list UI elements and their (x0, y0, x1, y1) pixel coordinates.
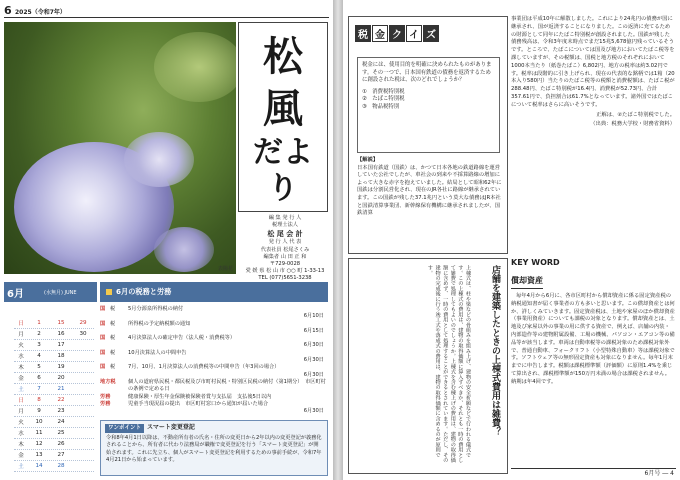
publisher-line: 発 行 人 代 表 (268, 239, 302, 246)
page-number: 6 (4, 4, 12, 17)
calendar-day: 20 (57, 375, 65, 381)
duty-date: 6月30日 (303, 371, 324, 378)
calendar-weekday: 火 (18, 343, 24, 349)
duty-item (100, 364, 328, 379)
quiz-continued (511, 16, 675, 254)
onepoint-box (100, 420, 328, 476)
calendar-month-english: (水無月) JUNE (44, 290, 77, 296)
quiz-title-char: イ (406, 25, 422, 42)
quiz-explanation (357, 157, 505, 218)
duty-tag: 国 (100, 320, 106, 327)
hydrangea-bloom-small (154, 227, 214, 272)
calendar-day: 29 (79, 320, 87, 326)
masthead-title (247, 31, 319, 207)
publisher-line: 〒729-0028 (269, 261, 301, 268)
duty-category: 税 (110, 364, 116, 371)
quiz-title (355, 25, 440, 45)
calendar-row (14, 318, 94, 329)
vertical-article-body: 上棟式は、柱や梁などの骨組みを組み上げ、建物の安全祈願などで行われる儀式です。この上棟式の費用は、建物の取得価額に算入すべきか、それとも一時の費用として雑費で処理してもよいのでしょうか。上棟式を含む棟上げの費用は、建物の取得価額に含めず、一時の費用として処理することができるとされています。ただし、その建物の完成後に行う竣工式や落成式の費用は、建物の取得価額に含めるのが原則です。 (427, 265, 471, 463)
duty-date: 6月10日 (303, 313, 324, 320)
calendar-day: 22 (57, 397, 65, 403)
calendar-day: 6 (37, 375, 41, 381)
duty-text: 7月、10月、1月決算法人の消費税等の中間申告（年3回の場合） (128, 364, 280, 371)
duty-date: 6月15日 (303, 327, 324, 334)
calendar-day: 27 (57, 452, 65, 458)
calendar-day: 25 (57, 430, 65, 436)
calendar-day: 3 (37, 342, 41, 348)
duty-item (100, 394, 328, 401)
calendar-row (14, 373, 94, 384)
duty-category: 税 (110, 349, 116, 356)
hydrangea-photo (4, 22, 236, 274)
calendar-day: 15 (57, 320, 65, 326)
hydrangea-bloom-top (124, 132, 194, 187)
quiz-option: ① 消費税特別税 (362, 88, 405, 95)
calendar-day: 13 (35, 452, 43, 458)
quiz-title-char: 金 (372, 25, 388, 42)
duty-text: 5月分源泉所得税の納付 (128, 306, 184, 312)
duty-date: 6月30日 (303, 357, 324, 364)
calendar-row (14, 417, 94, 428)
duty-item (100, 306, 328, 321)
calendar-weekday: 日 (18, 398, 24, 404)
calendar-row (14, 439, 94, 450)
duty-text: 4月決算法人の確定申告（法人税・消費税等） (128, 335, 236, 342)
calendar-weekday: 日 (18, 321, 24, 327)
calendar-day: 17 (57, 342, 65, 348)
publisher-line: TEL (077)5651-3238 (258, 275, 312, 282)
calendar-day: 2 (37, 331, 41, 337)
calendar-day: 12 (35, 441, 43, 447)
calendar-weekday: 月 (18, 332, 24, 338)
header-rule (4, 17, 329, 18)
publisher-line: 編集者 山 田 正 和 (263, 253, 307, 260)
calendar-day: 18 (57, 353, 65, 359)
calendar-day: 9 (37, 408, 41, 414)
duty-tag: 国 (100, 306, 106, 312)
duty-category: 税 (110, 320, 116, 327)
duty-text: 健康保険・厚生年金保険被保険者賞与支払届 支払後5日以内 (128, 393, 272, 400)
calendar-day: 5 (37, 364, 41, 370)
duty-item (100, 350, 328, 365)
calendar-grid (14, 318, 94, 472)
quiz-source: （出典：税務大学校・財務省資料） (590, 121, 675, 128)
duty-tag: 地方税 (100, 378, 116, 385)
calendar-day: 30 (79, 331, 87, 337)
duty-category: 税 (110, 335, 116, 342)
duty-text: 個人の道府県民税・都民税及び市町村民税・特別区民税の納付（第1期分） 市区町村の条例で定める日 (128, 378, 326, 393)
quiz-option: ② たばこ特別税 (362, 96, 405, 103)
publisher-line: 代表社員 松尾さくみ (260, 246, 310, 253)
masthead-char-3: だより (253, 135, 313, 206)
duty-tag: 国 (100, 335, 106, 342)
calendar-day: 14 (35, 463, 43, 469)
photo-bokeh (154, 32, 236, 102)
calendar-header (4, 282, 97, 302)
calendar-row (14, 329, 94, 340)
keyword-title: 償却資産 (511, 276, 543, 289)
duty-date: 6月30日 (303, 408, 324, 415)
calendar-month: 6月 (7, 289, 24, 300)
calendar-row (14, 340, 94, 351)
duties-heading: 6月の税務と労務 (100, 282, 328, 302)
onepoint-title: スマート変更登記 (147, 424, 195, 431)
page-year: 2025（令和7年） (15, 9, 66, 16)
photo-caption: 表陽花 (217, 266, 233, 272)
keyword-heading: KEY WORD (511, 258, 560, 267)
quiz-option: ③ 物品税特別 (362, 103, 400, 110)
calendar-weekday: 金 (18, 453, 24, 459)
calendar-day: 8 (37, 397, 41, 403)
vertical-article-title: 店舗を建築したときの上棟式費用は雑費？ (490, 265, 500, 436)
calendar-weekday: 月 (18, 409, 24, 415)
calendar-row (14, 362, 94, 373)
quiz-question-box (357, 57, 500, 153)
calendar-day: 26 (57, 441, 65, 447)
calendar-weekday: 水 (18, 431, 24, 437)
duty-text: 児童手当現況届の提出 市区町村窓口から通知が届いた場合 (128, 400, 269, 407)
quiz-explanation-label: 【解説】 (357, 157, 379, 163)
publisher-name: 松 尾 会 計 (267, 230, 303, 239)
calendar-day: 1 (37, 320, 41, 326)
onepoint-body: 令和8年4月1日以降は、不動産所有者の氏名・住所の変更日から2年以内の変更登記が義務化されることから、所有者に代わり法務局が職権で変更登記を行う「スマート変更登記」が開始されます。これに先立ち、個人がスマート変更登記を利用するための事前手続が、令和7年4月21日から始まっています。 (106, 435, 322, 464)
calendar-weekday: 水 (18, 354, 24, 360)
duty-item (100, 335, 328, 350)
masthead (238, 22, 328, 212)
calendar-row (14, 395, 94, 406)
calendar-row (14, 384, 94, 395)
quiz-question: 税金には、使用目的を明確に決められたものがあります。その一つで、日本国有鉄道の債務を返済するために創設された税は、次のどれでしょうか？ (362, 62, 492, 84)
quiz-title-char: ク (389, 25, 405, 42)
calendar-row (14, 450, 94, 461)
calendar-day: 28 (57, 463, 65, 469)
calendar-weekday: 木 (18, 442, 24, 448)
left-page (0, 0, 333, 480)
calendar-day: 21 (57, 386, 65, 392)
vertical-article (348, 258, 508, 474)
publisher-line: 愛 媛 県 松 山 市 ○○ 町 1-33-13 (245, 268, 325, 275)
calendar-day: 24 (57, 419, 65, 425)
publisher-line: 税理士法人 (272, 222, 298, 229)
duty-tag: 国 (100, 349, 106, 356)
calendar-weekday: 土 (18, 464, 24, 470)
quiz-title-char: 税 (355, 25, 371, 42)
quiz-title-char: ズ (423, 25, 439, 42)
calendar-row (14, 351, 94, 362)
onepoint-badge: ワンポイント (105, 424, 144, 433)
masthead-char-1: 松 (263, 33, 303, 80)
keyword-body: 毎年4月から6月に、各市区町村から償却資産に係る固定資産税の納税通知書が届く事業者の方も多いと思います。この償却資産とは何か、詳しくみていきます。固定資産税は、土地や家屋のほか償却資産（事業用資産）についても課税の対象となります。償却資産とは、土地及び家屋以外の事業の用に供する資産で、例えば、店舗の内装・内部造作等の建物附属設備、工場の機械、パソコン・エアコン等の備品等が該当します。車両は自動車税等の課税対象のため課税対象外で、普通自動車、フォークリフト（小型特殊自動車）等は課税対象です。ソフトウェア等の無形固定資産も対象になりません。毎年1月末までに申告します。税額は課税標準額（評価額）に原則1.4%を乗じて算出され、課税標準額が150万円未満の場合は課税されません。納期は年4回です。 (511, 293, 675, 385)
calendar-row (14, 406, 94, 417)
calendar-weekday: 金 (18, 376, 24, 382)
duty-category: 税 (110, 306, 116, 312)
calendar-day: 10 (35, 419, 43, 425)
duty-date: 6月30日 (303, 342, 324, 349)
calendar-day: 19 (57, 364, 65, 370)
calendar-row (14, 461, 94, 472)
duty-item (100, 379, 328, 394)
tax-quiz (348, 16, 508, 254)
publisher-line: 編 集 発 行 人 (268, 215, 302, 221)
masthead-char-2: 風 (263, 85, 303, 132)
calendar-day: 11 (35, 430, 43, 436)
quiz-answer: 正解は、②たばこ特別税でした。 (596, 111, 675, 118)
calendar-day: 7 (37, 386, 41, 392)
quiz-explanation-body: 日本国有鉄道（国鉄）は、かつて日本各地の鉄道路線を運営していた公社でしたが、車社会の到来や不採算路線の増加によって大きな赤字を抱えていました。結局として昭和62年に国鉄は分割民営化され、現在のJR各社に路線が継承されています。この国鉄が残した37.1兆円という莫大な債務はJR本社と国鉄清算事業団、新幹線保有機構に継承されましたが、国鉄清算 (357, 164, 502, 217)
calendar-weekday: 木 (18, 365, 24, 371)
quiz-continued-body: 事業団は平成10年に解散しました。これにより24兆円の債務が国に継承され、国が返済することになりました。この返済に充てるための財源として同年にたばこ特別税が創設されました。国鉄が残した債務残高は、令和3年度末時点でまだ15兆5,678億円残っているそうです。ところで、たばこについては国及び地方においてたばこ税等を課していますが、その税額は、国税と地方税のそれぞれにおいて1000本当たり（紙巻たばこ）6,802円、地方の税率は約3.02円です。税率は段階的に引き上げられ、現在の代表的な銘柄では1箱（20本入り580円）当たりのたばこ税等の税額と消費税額は、たばこ税が288.48円、たばこ特別税が16.4円、消費税が52.73円、合計357.61円で、負担割合は61.7%となっています。諸外国ではたばこについて税率はさらに高いそうです。 (511, 16, 675, 108)
calendar-day: 4 (37, 353, 41, 359)
duty-text: 10月決算法人の中間申告 (128, 349, 187, 356)
duty-tag: 労務 (100, 400, 111, 407)
duty-item (100, 321, 328, 336)
calendar-row (14, 428, 94, 439)
calendar-weekday: 土 (18, 387, 24, 393)
page-footer: 6月号 ― 4 (644, 470, 674, 477)
right-page (343, 0, 680, 480)
duty-text: 所得税の予定納税額の通知 (128, 320, 191, 327)
calendar-day: 23 (57, 408, 65, 414)
duty-tag: 国 (100, 364, 106, 371)
duty-tag: 労務 (100, 393, 111, 400)
calendar-day: 16 (57, 331, 65, 337)
duty-item (100, 401, 328, 416)
keyword-section (511, 258, 675, 466)
duties-list (100, 306, 328, 415)
page-gutter (333, 0, 343, 480)
calendar-weekday: 火 (18, 420, 24, 426)
